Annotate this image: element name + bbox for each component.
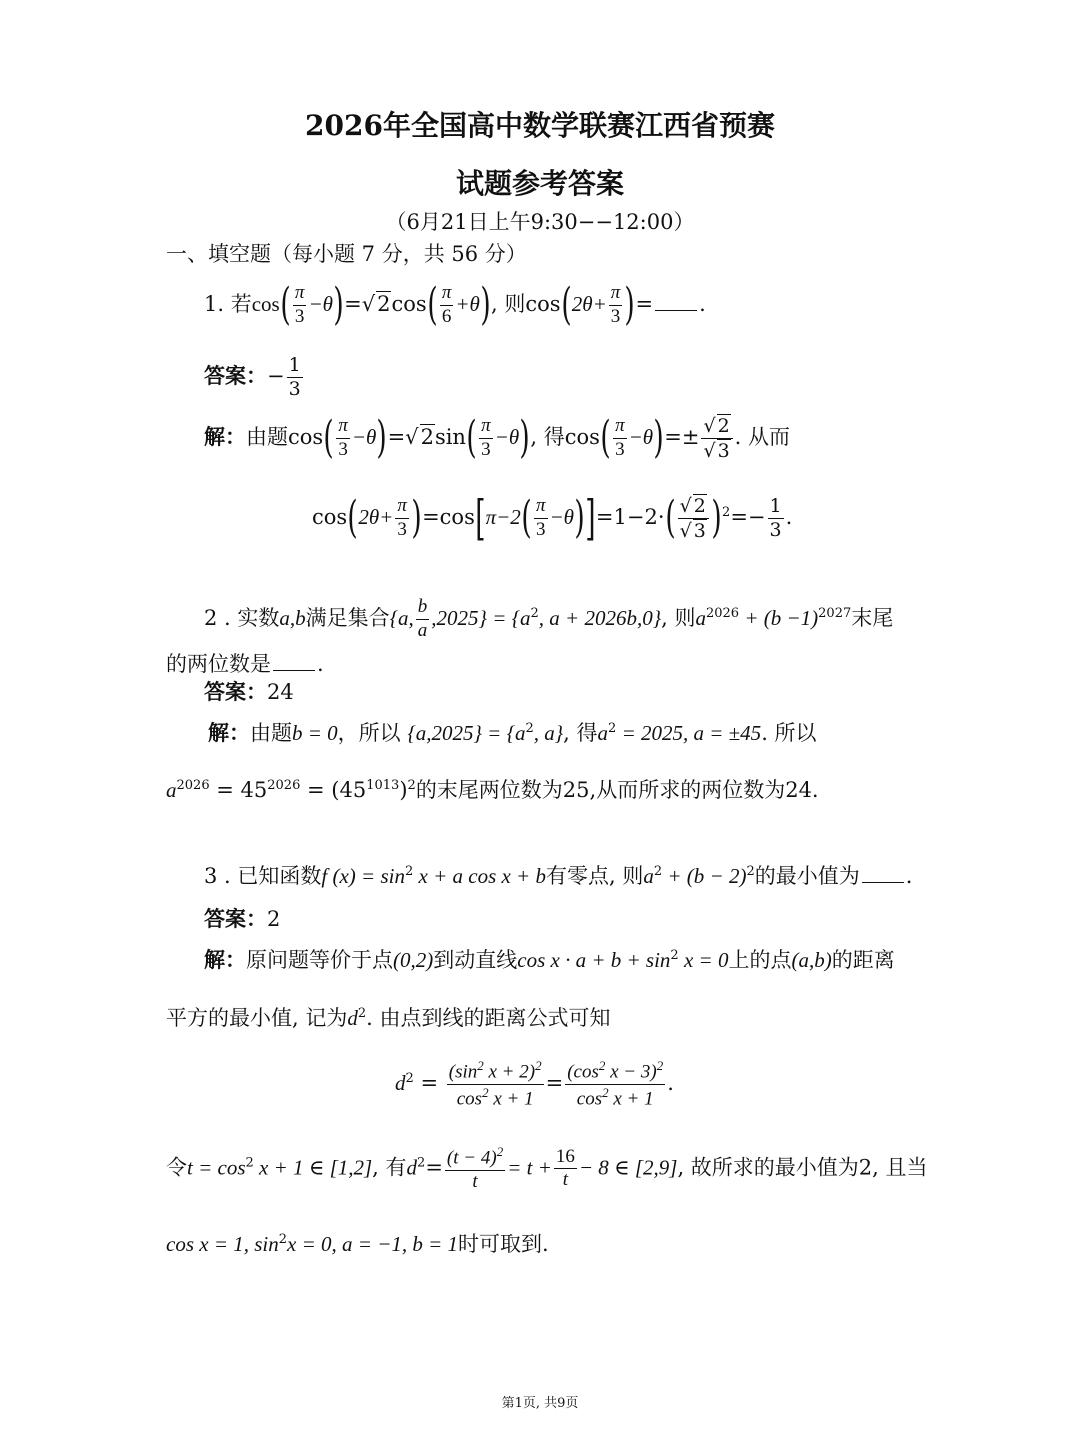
- fraction: $\frac{16}{t}$: [555, 1145, 575, 1191]
- fraction: $\frac{\pi}{3}$: [615, 415, 625, 460]
- text: cos x = 1, sin: [166, 1232, 279, 1256]
- text: (a,b): [791, 948, 832, 972]
- exponent: 2: [722, 504, 731, 520]
- exponent: 2: [357, 1006, 367, 1021]
- answer-blank: [655, 308, 697, 311]
- text: a: [695, 605, 706, 630]
- text: 2 . 实数: [204, 605, 280, 630]
- answer-blank: [273, 668, 315, 671]
- exponent: 2: [417, 1155, 426, 1171]
- text: 到动直线: [433, 948, 518, 972]
- fraction: $\frac{(\sin^2 x + 2)^2}{\cos^2 x + 1}$: [448, 1058, 542, 1110]
- problem-number: 1.: [204, 291, 225, 316]
- text: −θ: [494, 424, 520, 449]
- fraction: $\frac{\pi}{3}$: [338, 415, 348, 460]
- text: 2: [858, 1155, 873, 1180]
- text: π−2: [485, 504, 521, 529]
- text: . 所以: [761, 721, 817, 745]
- sqrt: 2: [377, 291, 391, 316]
- text: −θ: [351, 424, 377, 449]
- exponent: 2027: [818, 605, 852, 621]
- fraction: $\frac{(t - 4)^2}{t}$: [446, 1144, 504, 1193]
- text: , 得: [563, 721, 598, 745]
- answer-label: 答案：: [204, 679, 267, 704]
- answer-label: 答案：: [204, 906, 267, 931]
- text: , 且当: [872, 1155, 928, 1180]
- text: t = cos: [187, 1155, 246, 1180]
- problem-3-solution-line-4: 令$t = \cos^2 x + 1$ ∈ [1,2], 有$d^2=$ $\frac{(t - 4)^2}{t}$ = t + $\frac{16}{t}$ − 8 ∈ [2,9], 故所求的最小值为2, 且当: [166, 1144, 928, 1193]
- fraction: $\frac{1}{3}$: [769, 495, 782, 541]
- text: x = 0, a = −1, b = 1: [287, 1232, 459, 1256]
- problem-3-solution-line-2: [166, 1002, 611, 1032]
- problem-1-statement: 1. 若cos( $\frac{\pi}{3}$ −θ)=√2cos( $\frac{\pi}{6}$ +θ), 则cos(2θ+ $\frac{\pi}{3}$ )= .: [204, 279, 706, 331]
- text: , 则: [491, 291, 526, 316]
- section-heading: 一、填空题（每小题 7 分，共 56 分）: [166, 242, 527, 266]
- text: cos: [391, 291, 427, 316]
- fraction: $\frac{b}{a}$: [417, 596, 428, 641]
- text: =: [413, 1071, 439, 1096]
- fraction: $\frac{\pi}{6}$: [441, 282, 452, 327]
- fraction: $\frac{\pi}{3}$: [294, 282, 305, 327]
- exponent: 2: [405, 1071, 414, 1087]
- fraction: $\frac{(\cos^2 x - 3)^2}{\cos^2 x + 1}$: [567, 1058, 664, 1110]
- text: 的距离: [831, 948, 895, 972]
- problem-2-statement-line-1: [204, 596, 893, 643]
- text: 的末尾两位数为25,从而所求的两位数为24.: [415, 778, 819, 802]
- text: sin: [434, 424, 466, 449]
- text: . 由点到线的距离公式可知: [366, 1006, 611, 1030]
- text: −θ: [549, 504, 574, 529]
- exponent: 2: [746, 864, 755, 879]
- text: −θ: [628, 424, 654, 449]
- distance-formula: [395, 1058, 674, 1111]
- text: , 得: [530, 424, 565, 449]
- text: d: [395, 1071, 406, 1096]
- text: d: [406, 1155, 418, 1180]
- text: ,2025} = {a: [431, 605, 531, 630]
- solution-label: 解：: [204, 947, 246, 972]
- text: + (b −1): [739, 605, 819, 630]
- text: , a}: [533, 721, 564, 745]
- text: ，所以: [337, 721, 401, 745]
- text: 3 . 已知函数: [204, 864, 322, 888]
- text: −: [267, 363, 285, 388]
- text: , 则: [661, 605, 696, 630]
- answer-value: 24: [267, 680, 294, 704]
- exponent: 2: [653, 864, 663, 879]
- exam-date: （6月21日上午9:30−−12:00）: [385, 210, 695, 234]
- text: = (45: [300, 778, 367, 802]
- text: .: [699, 291, 706, 316]
- exponent: 1013: [366, 778, 400, 793]
- text: + (b − 2): [662, 864, 747, 888]
- text: cos x · a + b + sin: [517, 948, 671, 972]
- problem-2-statement-line-2: [166, 648, 324, 678]
- exponent: 2: [404, 864, 414, 879]
- problem-3-solution-line-5: [166, 1228, 549, 1258]
- exponent: 2: [525, 721, 534, 736]
- text: 的两位数是: [166, 652, 271, 676]
- text: cos: [288, 424, 324, 449]
- problem-2-solution-line-1: [208, 717, 817, 747]
- text: 的最小值为: [754, 864, 860, 888]
- text: ): [399, 778, 408, 802]
- text: a,b: [279, 605, 306, 630]
- answer-value: 2: [267, 907, 281, 931]
- text: cos: [251, 291, 280, 316]
- solution-label: 解：: [208, 720, 250, 745]
- text: 有零点, 则: [545, 864, 644, 888]
- text: = 2025, a = ±45: [616, 721, 762, 745]
- text: .: [317, 652, 324, 676]
- text: 由题: [246, 424, 288, 449]
- text: 由题: [250, 721, 292, 745]
- problem-3-statement: [204, 860, 912, 890]
- text: .: [667, 1071, 674, 1096]
- text: . 从而: [734, 424, 791, 449]
- text: 满足集合: [305, 605, 390, 630]
- text: 原问题等价于点: [246, 948, 393, 972]
- text: +θ: [455, 291, 480, 316]
- fraction: $\frac{√ 2}{√ 3}$: [701, 414, 732, 463]
- text: x = 0: [678, 948, 729, 972]
- text: a: [166, 778, 177, 802]
- text: =1−2·: [595, 504, 665, 529]
- text: =: [422, 504, 440, 529]
- text: {a,: [389, 605, 414, 630]
- text: {a,2025} = {a: [407, 721, 526, 745]
- text: −θ: [308, 291, 333, 316]
- exponent: 2: [670, 948, 679, 963]
- text: 令: [166, 1155, 187, 1180]
- text: a: [597, 721, 609, 745]
- exponent: 2: [608, 721, 617, 736]
- text: cos: [525, 291, 561, 316]
- problem-1-answer: [204, 354, 305, 401]
- text: 末尾: [851, 605, 894, 630]
- text: =: [545, 1071, 564, 1096]
- text: 时可取到.: [458, 1232, 549, 1256]
- fraction: $\frac{\pi}{3}$: [397, 495, 407, 540]
- answer-blank: [862, 880, 904, 883]
- text: x + 1 ∈ [1,2]: [253, 1155, 373, 1180]
- text: =: [387, 424, 406, 449]
- text: = 45: [209, 778, 268, 802]
- text: f (x) = sin: [321, 864, 405, 888]
- text: 若: [230, 291, 252, 316]
- problem-3-answer: [204, 903, 280, 933]
- text: b = 0: [292, 721, 338, 745]
- problem-1-derivation: cos(2θ+ $\frac{\pi}{3}$ )=cos[π−2( $\frac{\pi}{3}$ −θ)]=1−2·( $\frac{√ 2}{√ 3}$ )$^2$=− $\frac{1}{3}$ .: [312, 490, 793, 547]
- exponent: 2026: [705, 605, 740, 621]
- text: cos: [312, 504, 348, 529]
- text: − 8 ∈ [2,9]: [578, 1155, 678, 1180]
- text: (0,2): [393, 948, 434, 972]
- text: , a + 2026b,0}: [538, 605, 662, 630]
- sqrt: 2: [420, 424, 434, 449]
- problem-2-answer: [204, 676, 294, 706]
- fraction: $\frac{\pi}{3}$: [610, 282, 621, 327]
- exponent: 2: [530, 605, 539, 621]
- text: =−: [730, 504, 766, 529]
- text: 2θ+: [358, 504, 394, 529]
- text: cos: [439, 504, 475, 529]
- text: =±: [664, 424, 700, 449]
- text: cos: [564, 424, 600, 449]
- text: , 有: [372, 1155, 407, 1180]
- text: x + a cos x + b: [413, 864, 546, 888]
- fraction: $\frac{\pi}{3}$: [481, 415, 491, 460]
- page-footer: 第1页, 共9页: [501, 1396, 579, 1411]
- document-title: 2026年全国高中数学联赛江西省预赛: [305, 109, 775, 142]
- fraction: $\frac{\pi}{3}$: [535, 495, 546, 540]
- fraction: $\frac{1}{3}$: [288, 354, 301, 400]
- text: =: [344, 291, 362, 316]
- text: =: [635, 291, 654, 316]
- solution-label: 解：: [204, 423, 246, 449]
- exponent: 2026: [267, 778, 301, 793]
- text: 平方的最小值, 记为: [166, 1006, 348, 1030]
- exponent: 2026: [176, 778, 210, 793]
- exponent: 2: [278, 1232, 288, 1247]
- problem-1-solution: 解：由题cos( $\frac{\pi}{3}$ −θ)=√2sin( $\frac{\pi}{3}$ −θ), 得cos( $\frac{\pi}{3}$ −θ)=± $\frac{√ 2}{√ 3}$ . 从而: [204, 412, 791, 464]
- text: .: [905, 864, 913, 888]
- document-subtitle: 试题参考答案: [455, 167, 624, 200]
- exponent: 2: [245, 1155, 254, 1171]
- text: 上的点: [728, 948, 792, 972]
- fraction: $\frac{√ 2}{√ 3}$: [678, 494, 709, 543]
- text: d: [347, 1006, 358, 1030]
- text: , 故所求的最小值为: [677, 1155, 859, 1180]
- text: a: [643, 864, 654, 888]
- text: .: [785, 504, 793, 529]
- text: = t +: [507, 1155, 552, 1180]
- text: 2θ+: [571, 291, 607, 316]
- answer-label: 答案：: [204, 362, 267, 388]
- problem-2-solution-line-2: [166, 774, 819, 804]
- exponent: 2: [407, 778, 416, 793]
- problem-3-solution-line-1: [204, 944, 895, 974]
